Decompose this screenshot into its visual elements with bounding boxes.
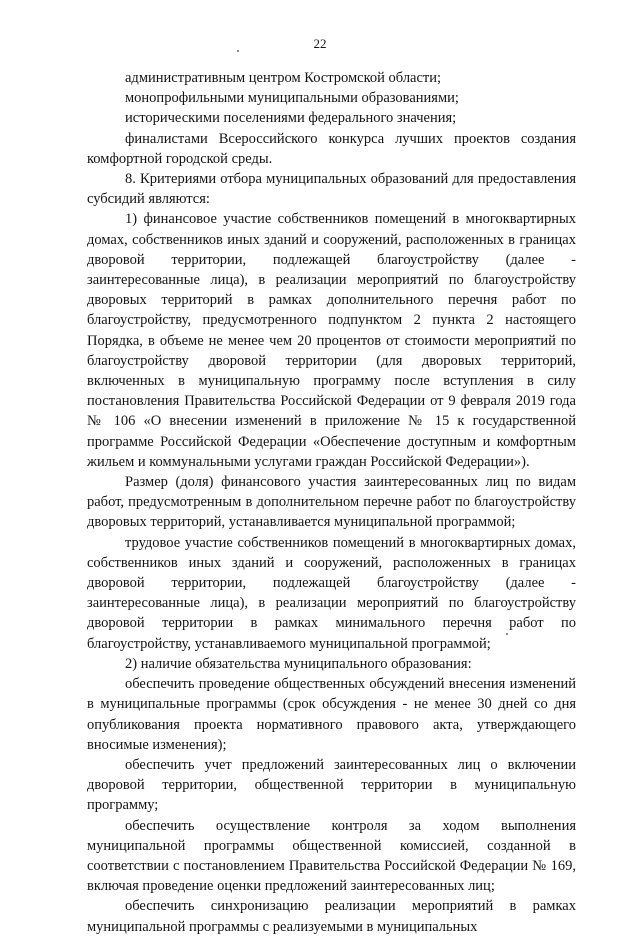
list-item: административным центром Костромской области; (125, 70, 442, 86)
document-body (87, 68, 576, 937)
list-item: монопрофильными муниципальными образованиями; (125, 90, 459, 107)
list-item: обеспечить осуществление контроля за ходом выполнения муниципальной программы общественной комиссией, созданной в соответствии с постановлением Правительства Российской Федерации № 169, включая проведение оценки предложений заинтересованных лиц; (87, 817, 576, 895)
body-paragraph: трудовое участие собственников помещений в многоквартирных домах, собственников иных зданий и сооружений, расположенных в границах дворовой территории, подлежащей благоустройству (далее - заинтересованные лица), в реализации мероприятий по благоустройству дворовой территории в рамках минимального перечня работ по благоустройству, устанавливаемого муниципальной программой; (87, 534, 576, 652)
page-number: 22 (313, 36, 327, 51)
list-item: историческими поселениями федерального значения; (125, 110, 457, 127)
section-paragraph: 8. Критериями отбора муниципальных образований для предоставления субсидий являются: (87, 171, 576, 208)
criterion-paragraph: 1) финансовое участие собственников помещений в многоквартирных домах, собственников иных зданий и сооружений, расположенных в границах дворовой территории, подлежащей благоустройству (далее - заинтересованные лица), в реализации мероприятий по благоустройству дворовых территорий в рамках дополнительного перечня работ по благоустройству, предусмотренного подпунктом 2 пункта 2 настоящего Порядка, в объеме не менее чем 20 процентов от стоимости мероприятий по благоустройству дворовой территории (для дворовых территорий, включенных в муниципальную программу после вступления в силу постановления Правительства Российской Федерации от 9 февраля 2019 года № 106 «О внесении изменений в приложение № 15 к государственной программе Российской Федерации «Обеспечение доступным и комфортным жильем и коммунальными услугами граждан Российской Федерации»). (87, 211, 576, 470)
list-item: обеспечить проведение общественных обсуждений внесения изменений в муниципальные программы (срок обсуждения - не менее 30 дней со дня опубликования проекта нормативного правового акта, утверждающего вносимые изменения); (87, 676, 576, 753)
list-item: обеспечить учет предложений заинтересованных лиц о включении дворовой территории, общественной территории в муниципальную программу; (87, 756, 576, 814)
list-item: обеспечить синхронизацию реализации мероприятий в рамках муниципальной программы с реализуемыми в муниципальных (87, 898, 576, 935)
list-item: финалистами Всероссийского конкурса лучших проектов создания комфортной городской среды. (87, 130, 576, 167)
criterion-paragraph: 2) наличие обязательства муниципального образования: (125, 655, 472, 672)
body-paragraph: Размер (доля) финансового участия заинтересованных лиц по видам работ, предусмотренным в дополнительном перечне работ по благоустройству дворовых территорий, устанавливается муниципальной программой; (87, 474, 576, 531)
scan-speck (237, 50, 239, 52)
